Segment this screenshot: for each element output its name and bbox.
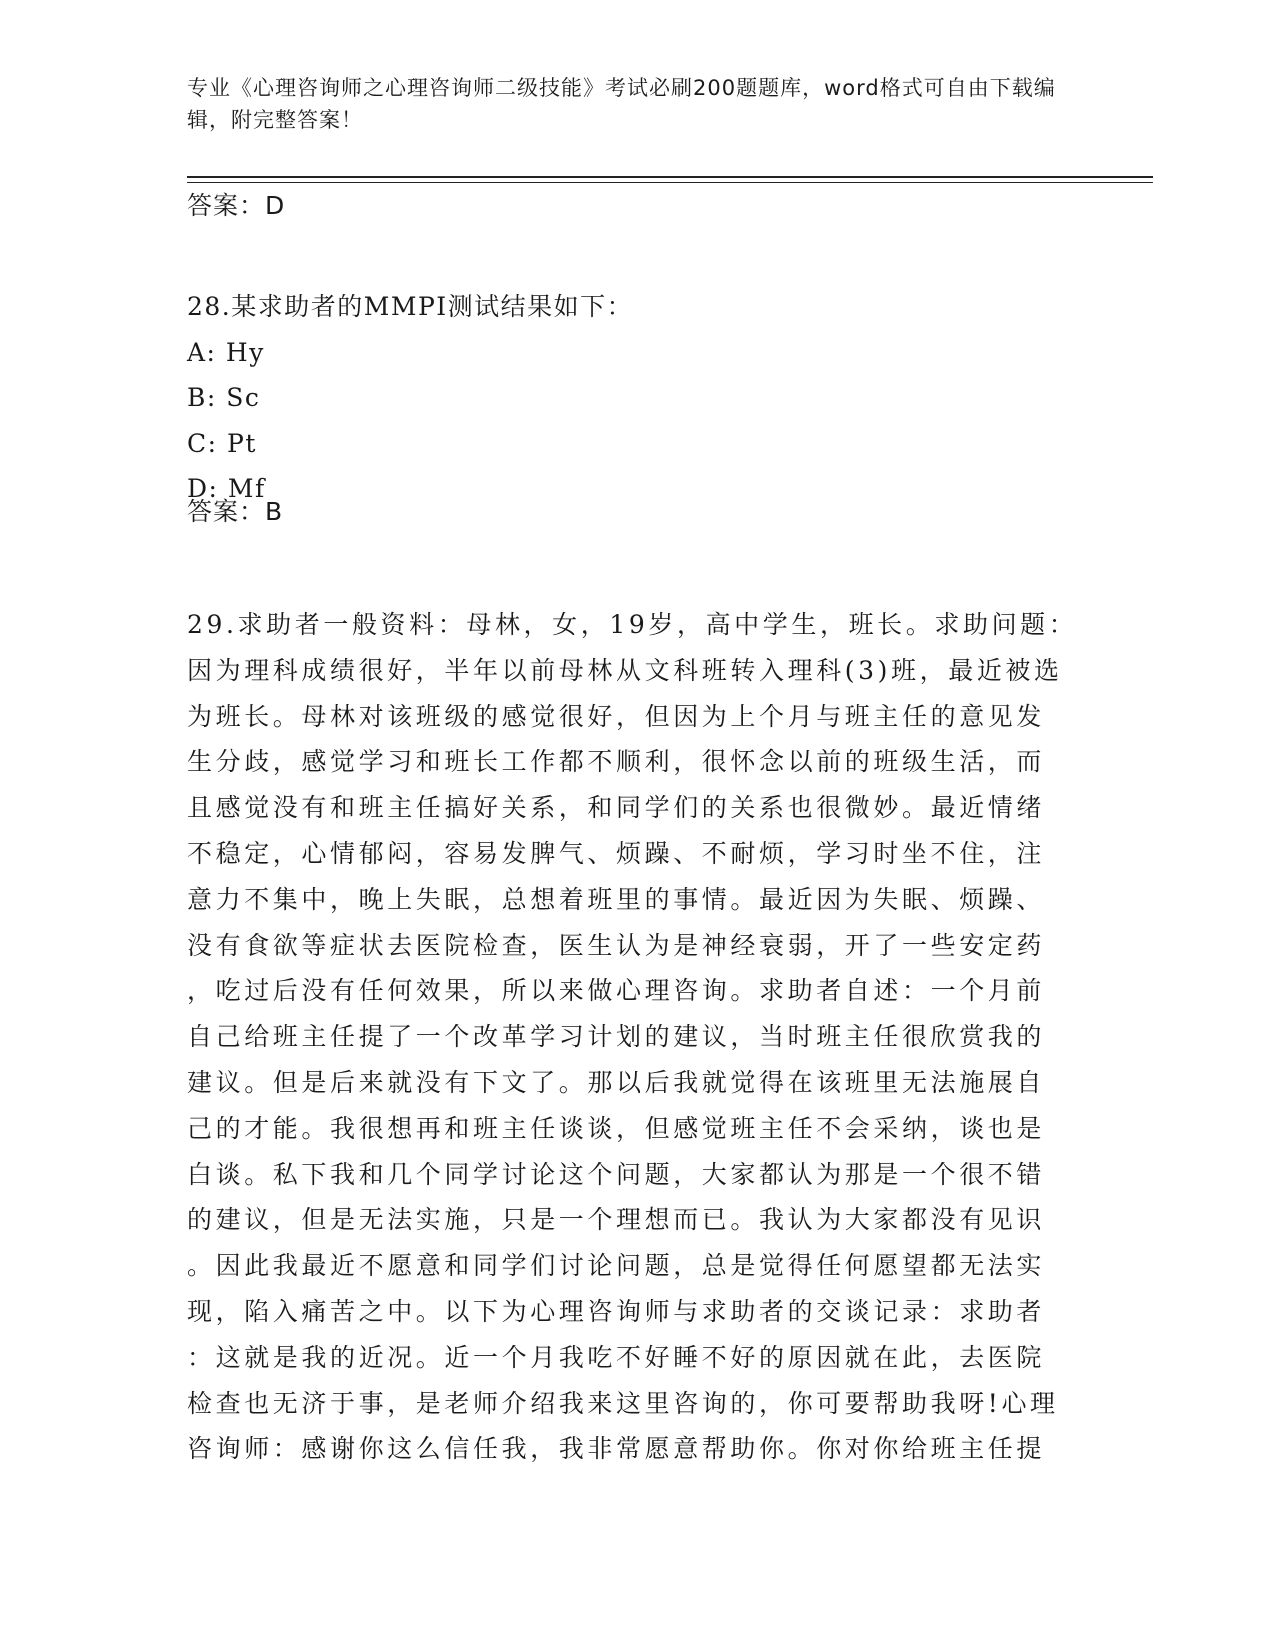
header-divider-thin xyxy=(187,182,1153,183)
question-29-line: 意力不集中，晚上失眠，总想着班里的事情。最近因为失眠、烦躁、 xyxy=(187,884,1046,914)
question-28-option-b: B: Sc xyxy=(187,383,261,412)
question-29-line: 建议。但是后来就没有下文了。那以后我就觉得在该班里无法施展自 xyxy=(187,1067,1046,1097)
question-29-line: 不稳定，心情郁闷，容易发脾气、烦躁、不耐烦，学习时坐不住，注 xyxy=(187,838,1046,868)
question-29-line: 29.求助者一般资料：母林，女，19岁，高中学生，班长。求助问题： xyxy=(187,610,1078,639)
question-29-line: 生分歧，感觉学习和班长工作都不顺利，很怀念以前的班级生活，而 xyxy=(187,747,1046,777)
question-29-line: 且感觉没有和班主任搞好关系，和同学们的关系也很微妙。最近情绪 xyxy=(187,793,1046,823)
question-29 xyxy=(187,602,1077,1472)
question-28-answer: 答案：B xyxy=(187,497,284,526)
question-28 xyxy=(187,284,633,512)
previous-question-answer: 答案：D xyxy=(187,191,286,220)
question-29-line: 白谈。私下我和几个同学讨论这个问题，大家都认为那是一个很不错 xyxy=(187,1159,1046,1189)
document-header: 专业《心理咨询师之心理咨询师二级技能》考试必刷200题题库，word格式可自由下载编辑，附完整答案！ xyxy=(187,76,1056,132)
question-29-line: 因为理科成绩很好，半年以前母林从文科班转入理科(3)班，最近被选 xyxy=(187,655,1063,685)
header-divider-thick xyxy=(187,176,1153,178)
question-28-stem: 28.某求助者的MMPI测试结果如下： xyxy=(187,292,634,321)
question-29-line: 的建议，但是无法实施，只是一个理想而已。我认为大家都没有见识 xyxy=(187,1205,1046,1235)
question-29-line: 为班长。母林对该班级的感觉很好，但因为上个月与班主任的意见发 xyxy=(187,701,1046,731)
question-29-line: 没有食欲等症状去医院检查，医生认为是神经衰弱，开了一些安定药 xyxy=(187,930,1046,960)
question-29-line: 。因此我最近不愿意和同学们讨论问题，总是觉得任何愿望都无法实 xyxy=(187,1251,1046,1281)
question-29-line: 自己给班主任提了一个改革学习计划的建议，当时班主任很欣赏我的 xyxy=(187,1022,1046,1052)
question-29-line: 检查也无济于事，是老师介绍我来这里咨询的，你可要帮助我呀!心理 xyxy=(187,1388,1059,1418)
question-29-line: 咨询师：感谢你这么信任我，我非常愿意帮助你。你对你给班主任提 xyxy=(187,1434,1046,1464)
question-29-line: 现，陷入痛苦之中。以下为心理咨询师与求助者的交谈记录：求助者 xyxy=(187,1296,1046,1326)
question-28-option-d: D: Mf xyxy=(187,474,266,503)
question-28-option-a: A: Hy xyxy=(187,337,265,367)
question-28-option-c: C: Pt xyxy=(187,428,257,458)
question-29-line: ，吃过后没有任何效果，所以来做心理咨询。求助者自述：一个月前 xyxy=(187,976,1046,1006)
question-29-line: ：这就是我的近况。近一个月我吃不好睡不好的原因就在此，去医院 xyxy=(187,1342,1046,1372)
question-29-line: 己的才能。我很想再和班主任谈谈，但感觉班主任不会采纳，谈也是 xyxy=(187,1113,1046,1143)
